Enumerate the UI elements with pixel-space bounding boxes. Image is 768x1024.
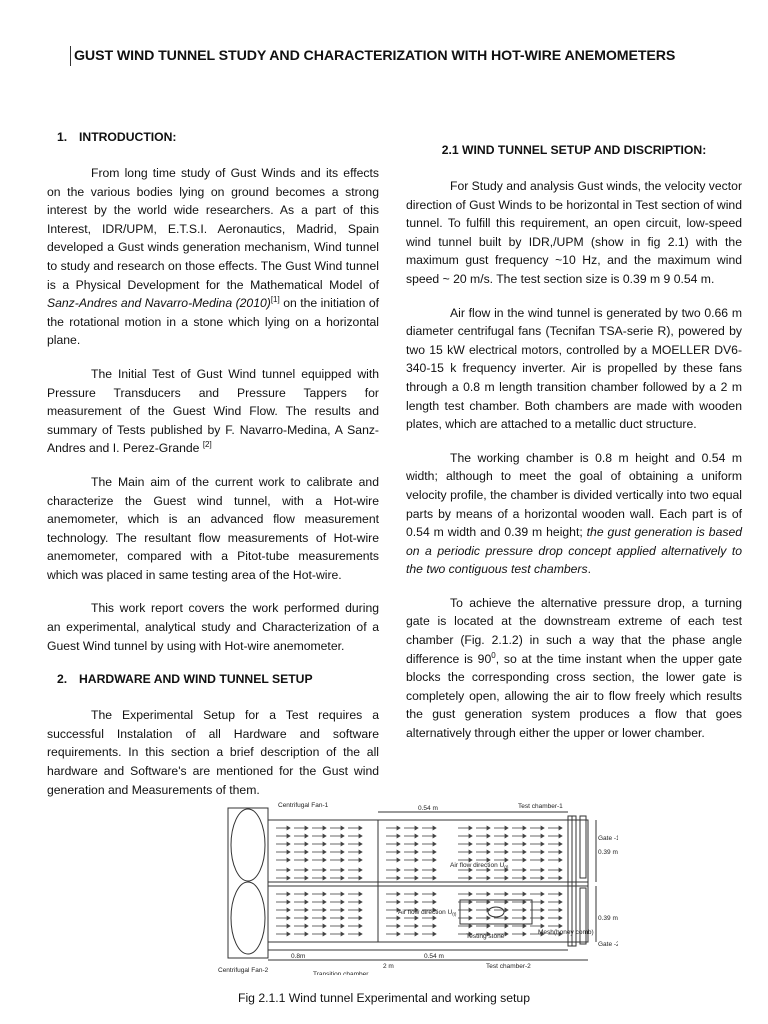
airflow-arrow-head	[397, 858, 400, 862]
label-test-chamber-1: Test chamber-1	[518, 803, 563, 810]
fan-1-shape	[231, 809, 265, 881]
airflow-arrows	[276, 826, 562, 936]
tunnel-outline	[268, 820, 588, 942]
airflow-arrow-head	[415, 900, 418, 904]
airflow-arrow-head	[323, 868, 326, 872]
airflow-arrow-head	[287, 834, 290, 838]
airflow-arrow-head	[287, 916, 290, 920]
airflow-arrow-head	[341, 916, 344, 920]
airflow-arrow-head	[287, 858, 290, 862]
airflow-arrow-head	[433, 900, 436, 904]
airflow-arrow-head	[487, 842, 490, 846]
airflow-arrow-head	[541, 876, 544, 880]
airflow-arrow-head	[359, 916, 362, 920]
figure-caption: Fig 2.1.1 Wind tunnel Experimental and working setup	[238, 991, 530, 1005]
label-gate-2: Gate -2	[598, 941, 618, 948]
airflow-arrow-head	[541, 908, 544, 912]
airflow-arrow-head	[541, 924, 544, 928]
airflow-arrow-head	[559, 834, 562, 838]
label-dim-2m: 2 m	[383, 963, 394, 970]
airflow-arrow-head	[341, 900, 344, 904]
airflow-arrow-head	[287, 876, 290, 880]
airflow-arrow-head	[359, 850, 362, 854]
paragraph-intro-1: From long time study of Gust Winds and its effects on the various bodies lying on ground becomes a strong interest by the world wide researchers. As a part of this Interest, IDR/UPM, E.T.S.I. Aeronautics, Madrid, Spain developed a Gust winds generation mechanism, Wind tunnel to study and research on those effects. The Gust Wind tunnel is a Physical Development for the Mathematical Model of Sanz-Andres and Navarro-Medina (2010)[1] on the initiation of the rotational motion in a stone which lying on a horizontal plane.	[47, 166, 379, 348]
airflow-arrow-head	[505, 924, 508, 928]
airflow-arrow-head	[469, 876, 472, 880]
airflow-arrow-head	[523, 916, 526, 920]
airflow-arrow-head	[359, 932, 362, 936]
airflow-arrow-head	[323, 908, 326, 912]
airflow-arrow-head	[433, 868, 436, 872]
airflow-arrow-head	[505, 908, 508, 912]
airflow-arrow-head	[505, 916, 508, 920]
airflow-arrow-head	[559, 924, 562, 928]
airflow-arrow-head	[305, 868, 308, 872]
airflow-arrow-head	[397, 826, 400, 830]
airflow-arrow-head	[505, 858, 508, 862]
label-gate-1: Gate -1	[598, 835, 618, 842]
airflow-arrow-head	[397, 932, 400, 936]
airflow-arrow-head	[505, 834, 508, 838]
airflow-arrow-head	[397, 924, 400, 928]
airflow-arrow-head	[415, 876, 418, 880]
fan-2-shape	[231, 882, 265, 954]
airflow-arrow-head	[341, 842, 344, 846]
paragraph-intro-3: The Main aim of the current work to calibrate and characterize the Guest wind tunnel, with a Hot-wire anemometer, which is an advanced flow measurement technology. The resultant flow measurements of Hot-wire anemometer, compared with a Pitot-tube measurements which was placed in same testing area of the Hot-wire.	[47, 474, 379, 582]
airflow-arrow-head	[541, 900, 544, 904]
airflow-arrow-head	[323, 850, 326, 854]
airflow-arrow-head	[287, 868, 290, 872]
airflow-arrow-head	[287, 826, 290, 830]
airflow-arrow-head	[415, 842, 418, 846]
wind-tunnel-diagram	[218, 800, 618, 975]
airflow-arrow-head	[487, 900, 490, 904]
airflow-arrow-head	[397, 834, 400, 838]
label-mesh: Mesh(honey comb)	[538, 929, 594, 936]
airflow-arrow-head	[323, 924, 326, 928]
airflow-arrow-head	[505, 850, 508, 854]
airflow-arrow-head	[559, 916, 562, 920]
airflow-arrow-head	[523, 858, 526, 862]
airflow-arrow-head	[341, 834, 344, 838]
airflow-arrow-head	[487, 826, 490, 830]
airflow-arrow-head	[487, 916, 490, 920]
airflow-arrow-head	[397, 900, 400, 904]
airflow-arrow-head	[487, 876, 490, 880]
airflow-arrow-head	[487, 834, 490, 838]
airflow-arrow-head	[541, 858, 544, 862]
airflow-arrow-head	[541, 826, 544, 830]
section-heading-introduction: 1. INTRODUCTION:	[57, 130, 177, 144]
airflow-arrow-head	[433, 826, 436, 830]
airflow-arrow-head	[487, 924, 490, 928]
airflow-arrow-head	[341, 868, 344, 872]
label-dim-039-bottom: 0.39 m	[598, 915, 618, 922]
label-transition-chamber: Transition chamber	[313, 971, 369, 975]
airflow-arrow-head	[359, 876, 362, 880]
airflow-arrow-head	[469, 826, 472, 830]
airflow-arrow-head	[433, 924, 436, 928]
airflow-arrow-head	[559, 858, 562, 862]
airflow-arrow-head	[469, 834, 472, 838]
airflow-arrow-head	[559, 900, 562, 904]
airflow-arrow-head	[541, 892, 544, 896]
airflow-arrow-head	[397, 916, 400, 920]
airflow-arrow-head	[415, 858, 418, 862]
airflow-arrow-head	[523, 924, 526, 928]
airflow-arrow-head	[559, 876, 562, 880]
label-fan-2: Centrifugal Fan-2	[218, 967, 269, 974]
airflow-arrow-head	[433, 876, 436, 880]
airflow-arrow-head	[469, 842, 472, 846]
fan-housing	[228, 808, 268, 958]
airflow-arrow-head	[505, 892, 508, 896]
airflow-arrow-head	[469, 850, 472, 854]
airflow-arrow-head	[469, 908, 472, 912]
gate-1-shape	[580, 816, 586, 878]
label-fan-1: Centrifugal Fan-1	[278, 802, 329, 809]
airflow-arrow-head	[323, 826, 326, 830]
airflow-arrow-head	[469, 916, 472, 920]
airflow-arrow-head	[541, 850, 544, 854]
airflow-arrow-head	[359, 868, 362, 872]
airflow-arrow-head	[323, 834, 326, 838]
airflow-arrow-head	[305, 892, 308, 896]
label-dim-054-top: 0.54 m	[418, 805, 438, 812]
airflow-arrow-head	[305, 842, 308, 846]
label-dim-08: 0.8m	[291, 953, 306, 960]
airflow-arrow-head	[559, 908, 562, 912]
paragraph-setup-4: To achieve the alternative pressure drop, a turning gate is located at the downstream extreme of each test chamber (Fig. 2.1.2) in such a way that the phase angle difference is $90^0$, so at the time instant when the upper gate blocks the corresponding cross section, the lower gate is completely open, allowing the air to flow freely which results the gust generation system produces a flow that goes alternatively through either the upper or lower chamber.	[406, 595, 742, 741]
airflow-arrow-head	[359, 900, 362, 904]
airflow-arrow-head	[341, 924, 344, 928]
airflow-arrow-head	[341, 876, 344, 880]
airflow-arrow-head	[433, 892, 436, 896]
airflow-arrow-head	[559, 892, 562, 896]
airflow-arrow-head	[287, 900, 290, 904]
airflow-arrow-head	[433, 842, 436, 846]
airflow-arrow-head	[541, 834, 544, 838]
airflow-arrow-head	[397, 842, 400, 846]
section-heading-hardware: 2. HARDWARE AND WIND TUNNEL SETUP	[57, 672, 313, 687]
airflow-arrow-head	[415, 850, 418, 854]
airflow-arrow-head	[523, 868, 526, 872]
airflow-arrow-head	[433, 932, 436, 936]
paragraph-setup-3: The working chamber is 0.8 m height and 0.54 m width; although to meet the goal of obtaining a uniform velocity profile, the chamber is divided vertically into two equal parts by means of a horizontal wooden wall. Each part is of 0.54 m width and 0.39 m height; the gust generation is based on a periodic pressure drop concept applied alternatively to the two contiguous test chambers.	[406, 450, 742, 577]
airflow-arrow-head	[523, 900, 526, 904]
airflow-arrow-head	[305, 908, 308, 912]
airflow-arrow-head	[523, 876, 526, 880]
airflow-arrow-head	[523, 842, 526, 846]
airflow-arrow-head	[541, 842, 544, 846]
airflow-arrow-head	[505, 842, 508, 846]
paragraph-intro-2: The Initial Test of Gust Wind tunnel equipped with Pressure Transducers and Pressure Tappers for measurement of the Guest Wind Flow. The results and summary of Tests published by F. Navarro-Medina, A Sanz-Andres and I. Perez-Grande [2]	[47, 366, 379, 456]
airflow-arrow-head	[305, 900, 308, 904]
airflow-arrow-head	[305, 826, 308, 830]
airflow-arrow-head	[323, 842, 326, 846]
paragraph-intro-4: This work report covers the work performed during an experimental, analytical study and Characterization of a Guest Wind tunnel by using with Hot-wire anemometer.	[47, 601, 379, 653]
airflow-arrow-head	[505, 932, 508, 936]
airflow-arrow-head	[359, 908, 362, 912]
airflow-arrow-head	[415, 834, 418, 838]
airflow-arrow-head	[359, 924, 362, 928]
airflow-arrow-head	[341, 908, 344, 912]
airflow-arrow-head	[341, 826, 344, 830]
label-dim-039-top: 0.39 m	[598, 849, 618, 856]
airflow-arrow-head	[415, 924, 418, 928]
airflow-arrow-head	[341, 858, 344, 862]
airflow-arrow-head	[541, 868, 544, 872]
left-column	[47, 128, 379, 814]
airflow-arrow-head	[415, 932, 418, 936]
airflow-arrow-head	[415, 916, 418, 920]
airflow-arrow-head	[523, 908, 526, 912]
airflow-arrow-head	[487, 892, 490, 896]
airflow-arrow-head	[397, 868, 400, 872]
airflow-arrow-head	[523, 850, 526, 854]
section-heading-wind-tunnel-setup: 2.1 WIND TUNNEL SETUP AND DISCRIPTION:	[441, 143, 707, 157]
airflow-arrow-head	[287, 932, 290, 936]
airflow-arrow-head	[305, 916, 308, 920]
airflow-arrow-head	[505, 876, 508, 880]
testing-box	[460, 900, 532, 924]
airflow-arrow-head	[323, 900, 326, 904]
airflow-arrow-head	[359, 842, 362, 846]
airflow-arrow-head	[287, 892, 290, 896]
airflow-arrow-head	[305, 858, 308, 862]
airflow-arrow-head	[359, 858, 362, 862]
paragraph-setup-1: For Study and analysis Gust winds, the velocity vector direction of Gust Winds to be horizontal in Test section of wind tunnel. To fulfill this requirement, an open circuit, low-speed wind tunnel built by IDR,/UPM (show in fig 2.1) with the maximum gust frequency ~10 Hz, and the maximum wind speed ~ 20 m/s. The test section size is 0.39 m 9 0.54 m.	[406, 179, 742, 286]
airflow-arrow-head	[323, 932, 326, 936]
airflow-arrow-head	[505, 900, 508, 904]
airflow-arrow-head	[559, 842, 562, 846]
airflow-arrow-head	[559, 868, 562, 872]
airflow-arrow-head	[559, 850, 562, 854]
airflow-arrow-head	[287, 850, 290, 854]
airflow-arrow-head	[523, 834, 526, 838]
airflow-arrow-head	[487, 850, 490, 854]
airflow-arrow-head	[341, 932, 344, 936]
airflow-arrow-head	[523, 826, 526, 830]
airflow-arrow-head	[305, 924, 308, 928]
airflow-arrow-head	[541, 916, 544, 920]
airflow-arrow-head	[469, 924, 472, 928]
label-dim-054-bottom: 0.54 m	[424, 953, 444, 960]
paper-title: GUST WIND TUNNEL STUDY AND CHARACTERIZATION WITH HOT-WIRE ANEMOMETERS	[70, 46, 734, 66]
airflow-arrow-head	[323, 876, 326, 880]
airflow-arrow-head	[397, 892, 400, 896]
paragraph-setup-2: Air flow in the wind tunnel is generated by two 0.66 m diameter centrifugal fans (Tecnifan TSA-serie R), powered by two 15 kW electrical motors, controlled by a MOELLER DV6-340-15 k frequency inverter. Air is propelled by these fans through a 0.8 m length transition chamber followed by a 2 m length test chamber. Both chambers are made with wooden plates, which are attached to a metallic duct structure.	[406, 305, 742, 432]
airflow-arrow-head	[305, 850, 308, 854]
airflow-arrow-head	[433, 858, 436, 862]
airflow-arrow-head	[287, 924, 290, 928]
airflow-arrow-head	[415, 826, 418, 830]
testing-stone-shape	[488, 907, 504, 917]
airflow-arrow-head	[469, 900, 472, 904]
airflow-arrow-head	[287, 908, 290, 912]
airflow-arrow-head	[359, 826, 362, 830]
airflow-arrow-head	[469, 892, 472, 896]
airflow-arrow-head	[323, 858, 326, 862]
airflow-arrow-head	[359, 892, 362, 896]
airflow-arrow-head	[523, 892, 526, 896]
airflow-arrow-head	[341, 892, 344, 896]
airflow-arrow-head	[415, 868, 418, 872]
airflow-arrow-head	[341, 850, 344, 854]
right-column	[406, 141, 742, 758]
airflow-arrow-head	[415, 892, 418, 896]
airflow-arrow-head	[305, 876, 308, 880]
airflow-arrow-head	[433, 834, 436, 838]
airflow-arrow-head	[559, 826, 562, 830]
airflow-arrow-head	[433, 850, 436, 854]
label-airflow-lower: Air flow direction $U_{(t)}$	[398, 909, 457, 917]
airflow-arrow-head	[287, 842, 290, 846]
airflow-arrow-head	[323, 892, 326, 896]
airflow-arrow-head	[305, 834, 308, 838]
label-airflow-upper: Air flow direction $U_{(t)}$	[450, 862, 509, 870]
airflow-arrow-head	[397, 850, 400, 854]
airflow-arrow-head	[359, 834, 362, 838]
airflow-arrow-head	[323, 916, 326, 920]
label-testing-stone: Testing stone	[466, 933, 505, 940]
airflow-arrow-head	[523, 932, 526, 936]
airflow-arrow-head	[505, 826, 508, 830]
airflow-arrow-head	[433, 916, 436, 920]
label-test-chamber-2: Test chamber-2	[486, 963, 531, 970]
paragraph-hardware-1: The Experimental Setup for a Test requires a successful Instalation of all Hardware and software requirements. In this section a brief description of the all hardware and Software's are mentioned for the Gust wind generation and Measurements of them.	[47, 708, 379, 797]
airflow-arrow-head	[305, 932, 308, 936]
airflow-arrow-head	[397, 876, 400, 880]
